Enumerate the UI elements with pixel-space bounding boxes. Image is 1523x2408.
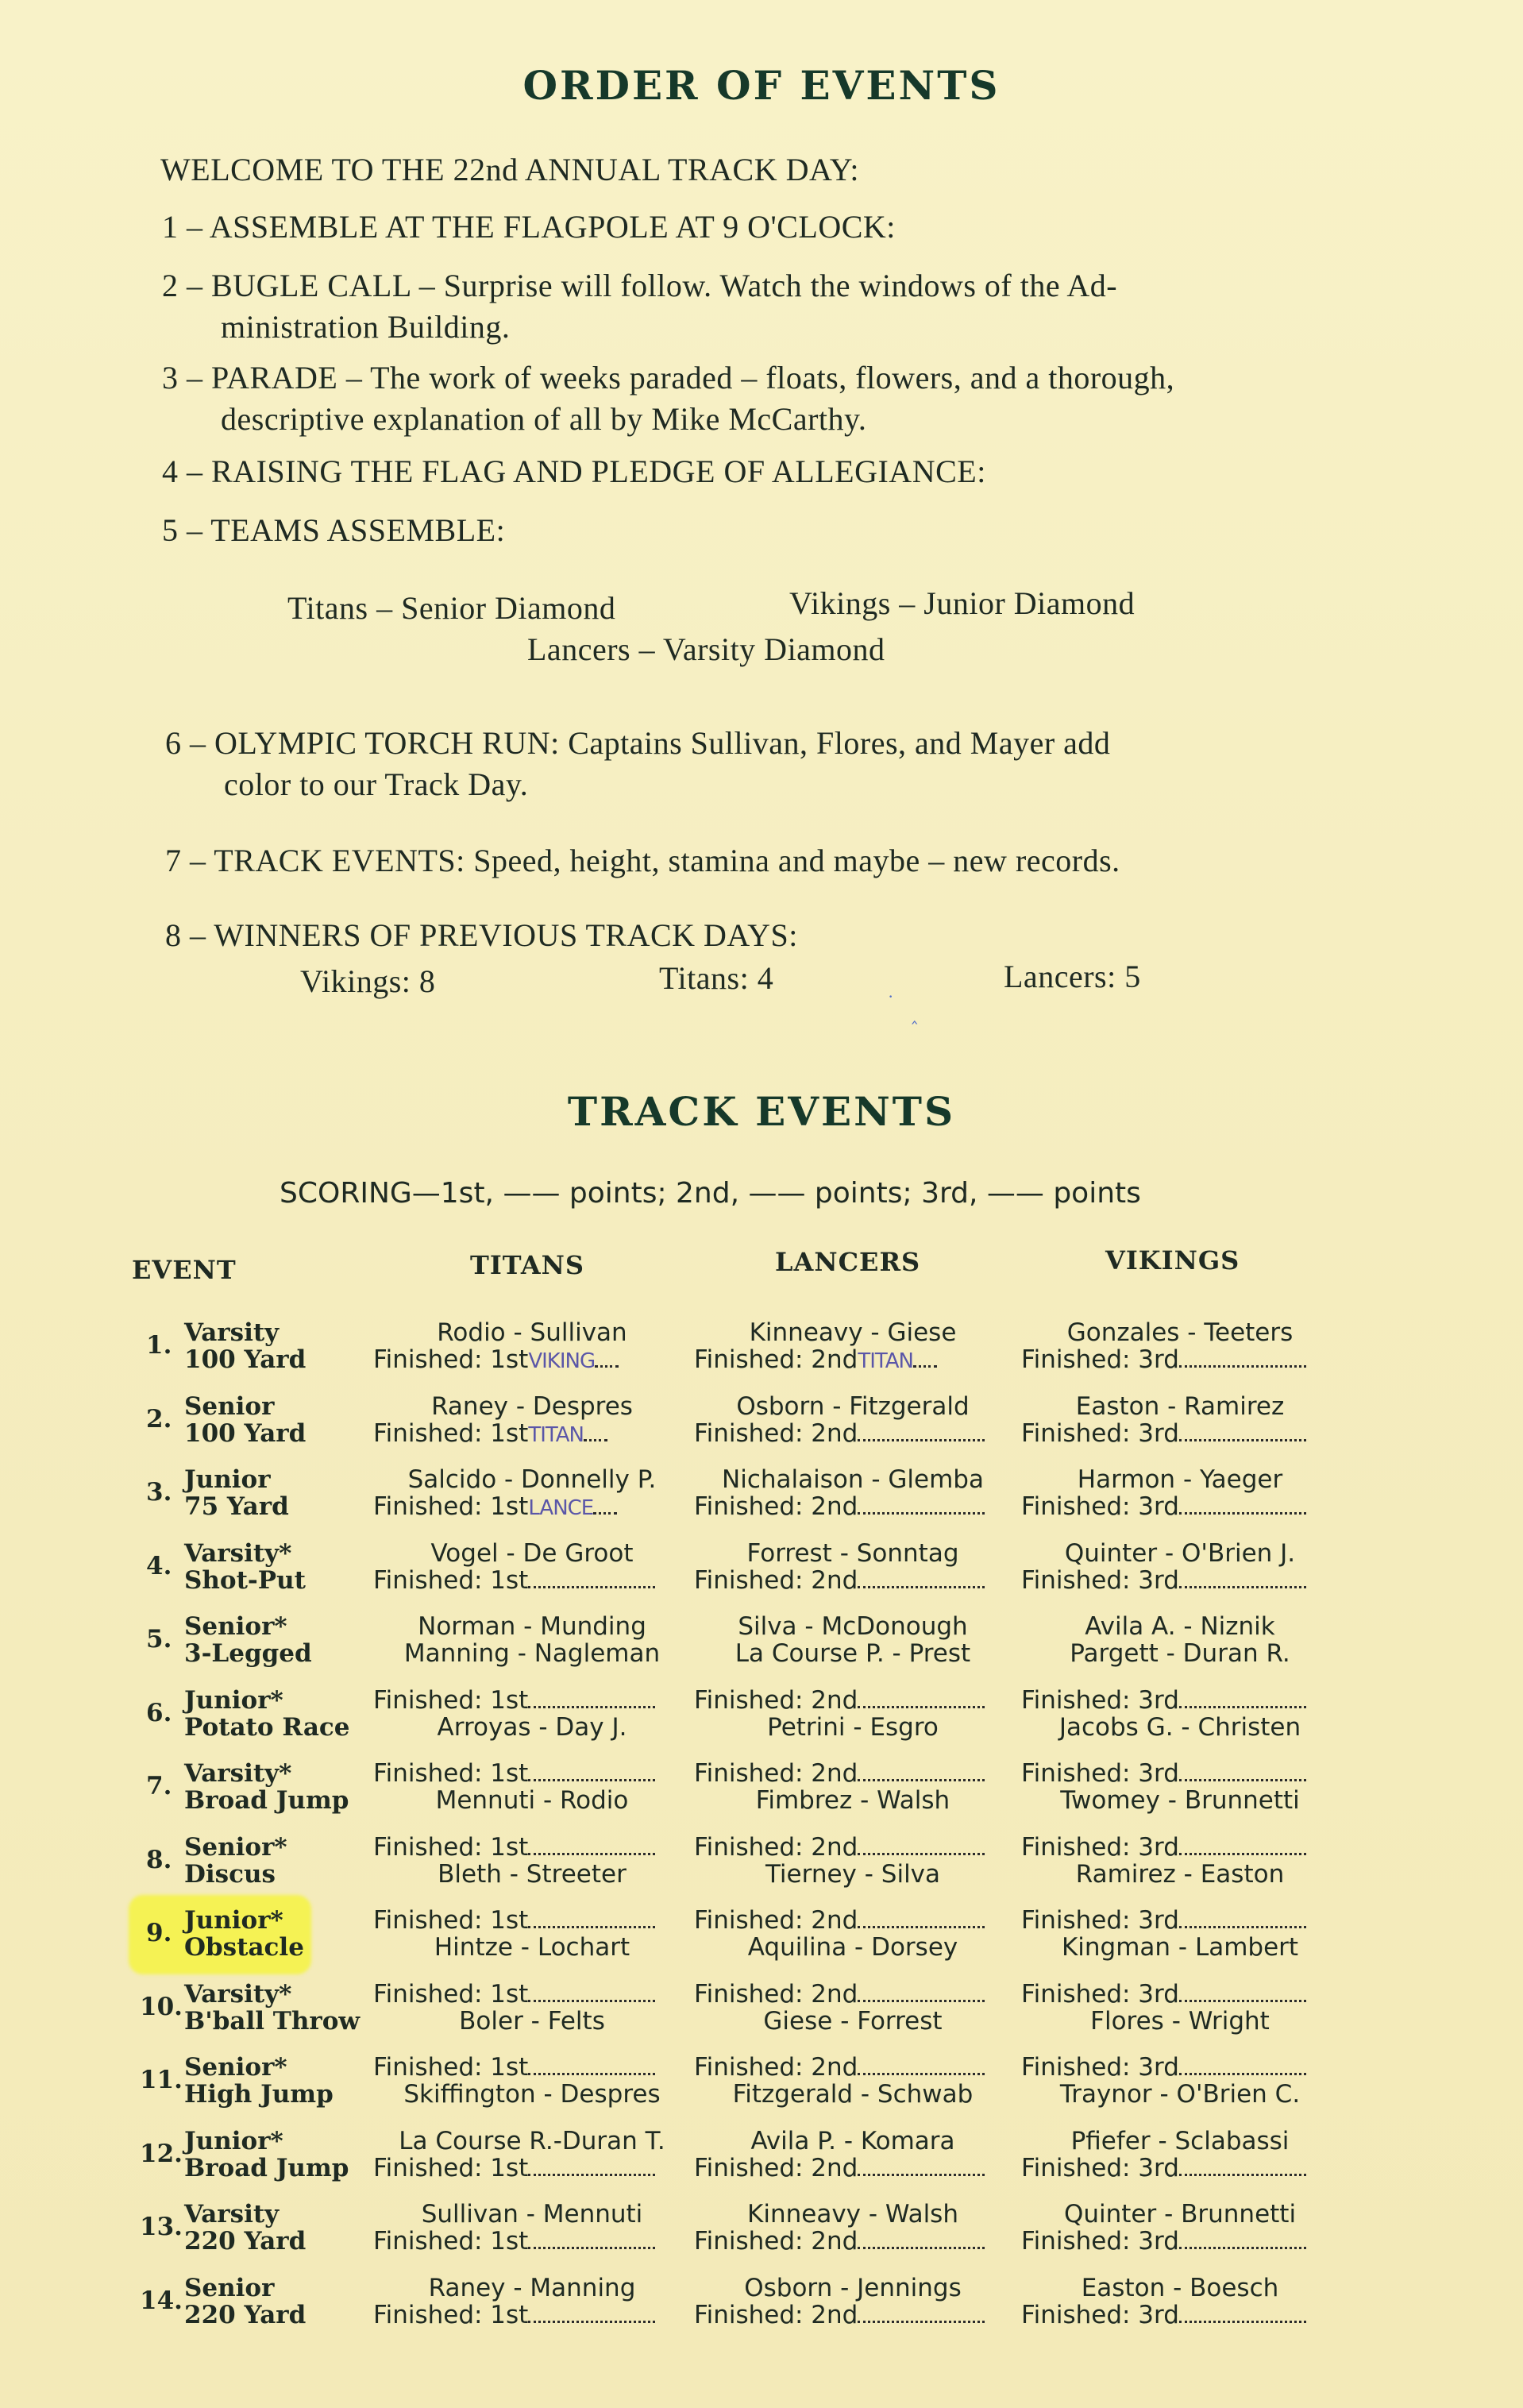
team-pair: Manning - Nagleman <box>403 1639 661 1668</box>
event-name: Senior <box>184 1391 275 1421</box>
finish-result: Finished: 2nd <box>694 1686 985 1715</box>
order-of-events-title: ORDER OF EVENTS <box>522 62 1001 109</box>
dotted-leader <box>1179 1348 1306 1368</box>
event-distance: Broad Jump <box>184 2153 349 2182</box>
team-pair: Sullivan - Mennuti <box>421 2200 643 2229</box>
event-number: 10. <box>140 1992 183 2021</box>
finish-result: Finished: 1st <box>373 2227 655 2256</box>
event-distance: Shot-Put <box>184 1565 306 1595</box>
dotted-leader <box>528 2229 655 2249</box>
team-pair: Twomey - Brunnetti <box>1060 1786 1300 1815</box>
dotted-leader <box>858 1908 985 1928</box>
team-pair: Kinneavy - Giese <box>749 1318 957 1347</box>
team-pair: Petrini - Esgro <box>767 1712 939 1742</box>
finish-result: Finished: 1st <box>373 1906 655 1935</box>
ink-speck: ‸ <box>912 1004 918 1024</box>
team-pair: Raney - Despres <box>431 1391 633 1421</box>
dotted-leader <box>528 1982 655 2002</box>
order-item-line: 1 – ASSEMBLE AT THE FLAGPOLE AT 9 O'CLOCK: <box>162 209 896 245</box>
header-event: EVENT <box>132 1255 237 1285</box>
team-pair: Forrest - Sonntag <box>746 1538 959 1568</box>
event-number: 6. <box>146 1698 172 1727</box>
event-distance: 220 Yard <box>184 2227 307 2256</box>
event-distance: Obstacle <box>184 1933 304 1962</box>
finish-result: Finished: 1stLANCE <box>373 1492 617 1522</box>
welcome-line: WELCOME TO THE 22nd ANNUAL TRACK DAY: <box>160 152 860 187</box>
finish-result: Finished: 2nd <box>694 1906 985 1935</box>
finish-result: Finished: 3rd <box>1021 1906 1306 1935</box>
team-pair: Kinneavy - Walsh <box>747 2200 958 2229</box>
team-pair: Aquilina - Dorsey <box>747 1933 958 1962</box>
dotted-leader <box>1179 1688 1306 1708</box>
finish-result: Finished: 2nd <box>694 1419 985 1448</box>
dotted-leader <box>1179 1982 1306 2002</box>
dotted-leader <box>1179 1835 1306 1855</box>
dotted-leader <box>528 1688 655 1708</box>
team-pair: Vogel - De Groot <box>430 1538 634 1568</box>
dotted-leader <box>584 1422 607 1441</box>
event-name: Junior* <box>184 1906 283 1935</box>
finish-result: Finished: 3rd <box>1021 2053 1306 2082</box>
winners-titans: Titans: 4 <box>659 960 774 996</box>
finish-result: Finished: 1st <box>373 1566 655 1595</box>
team-pair: Norman - Munding <box>418 1612 646 1641</box>
dotted-leader <box>858 2303 985 2323</box>
team-titans: Titans – Senior Diamond <box>287 590 616 626</box>
table-row <box>0 2200 1523 2271</box>
finish-result: Finished: 3rd <box>1021 1759 1306 1788</box>
team-pair: Flores - Wright <box>1090 2006 1270 2036</box>
team-pair: Tierney - Silva <box>765 1859 941 1889</box>
dotted-leader <box>913 1348 937 1368</box>
table-row <box>0 2053 1523 2124</box>
handwritten-note: TITAN <box>858 1349 913 1373</box>
team-pair: Easton - Boesch <box>1081 2273 1279 2302</box>
header-titans: TITANS <box>470 1250 585 1280</box>
event-distance: 220 Yard <box>184 2300 307 2329</box>
handwritten-note: LANCE <box>528 1496 594 1520</box>
finish-result: Finished: 1st <box>373 2154 655 2182</box>
header-lancers: LANCERS <box>775 1247 921 1277</box>
finish-result: Finished: 1st <box>373 1980 655 2009</box>
event-distance: Discus <box>184 1859 276 1889</box>
finish-result: Finished: 1st <box>373 1833 655 1862</box>
event-name: Senior <box>184 2273 275 2302</box>
event-number: 1. <box>146 1331 172 1360</box>
finish-result: Finished: 2ndTITAN <box>694 1345 937 1376</box>
dotted-leader <box>858 2156 985 2176</box>
team-pair: La Course R.-Duran T. <box>399 2126 665 2155</box>
table-row <box>0 2274 1523 2345</box>
team-pair: Pfiefer - Sclabassi <box>1070 2126 1290 2155</box>
order-item-line: 2 – BUGLE CALL – Surprise will follow. Watch the windows of the Ad- <box>162 268 1118 303</box>
dotted-leader <box>1179 1908 1306 1928</box>
track-events-title: TRACK EVENTS <box>567 1088 956 1135</box>
dotted-leader <box>528 1908 655 1928</box>
order-item-line: 4 – RAISING THE FLAG AND PLEDGE OF ALLEGIANCE: <box>162 453 986 489</box>
event-number: 12. <box>140 2139 183 2168</box>
dotted-leader <box>858 2055 985 2075</box>
winners-vikings: Vikings: 8 <box>300 963 436 999</box>
event-name: Junior* <box>184 2126 283 2155</box>
dotted-leader <box>858 1835 985 1855</box>
team-pair: Gonzales - Teeters <box>1066 1318 1294 1347</box>
event-number: 9. <box>146 1919 172 1947</box>
event-name: Junior <box>184 1465 271 1494</box>
order-item-line: 7 – TRACK EVENTS: Speed, height, stamina and maybe – new records. <box>165 843 1120 878</box>
order-item-line: 3 – PARADE – The work of weeks paraded – floats, flowers, and a thorough, <box>162 360 1175 396</box>
team-pair: Giese - Forrest <box>763 2006 943 2036</box>
finish-result: Finished: 3rd <box>1021 1419 1306 1448</box>
team-pair: Kingman - Lambert <box>1061 1933 1299 1962</box>
table-row <box>0 1686 1523 1758</box>
ink-speck: · <box>888 986 894 1006</box>
order-item-line: 5 – TEAMS ASSEMBLE: <box>162 512 506 548</box>
team-pair: Hintze - Lochart <box>434 1933 630 1962</box>
team-pair: Bleth - Streeter <box>438 1859 627 1889</box>
finish-result: Finished: 3rd <box>1021 2154 1306 2182</box>
team-pair: Arroyas - Day J. <box>437 1712 627 1742</box>
order-item-line: 6 – OLYMPIC TORCH RUN: Captains Sullivan, Flores, and Mayer add <box>165 725 1111 761</box>
dotted-leader <box>1179 1569 1306 1588</box>
event-distance: 100 Yard <box>184 1418 307 1448</box>
team-pair: Mennuti - Rodio <box>435 1786 629 1815</box>
event-name: Varsity* <box>184 1538 292 1568</box>
event-number: 2. <box>146 1404 172 1434</box>
team-pair: Quinter - O'Brien J. <box>1064 1538 1296 1568</box>
event-distance: 100 Yard <box>184 1345 307 1374</box>
team-pair: Harmon - Yaeger <box>1077 1465 1283 1494</box>
dotted-leader <box>595 1348 619 1368</box>
dotted-leader <box>528 1835 655 1855</box>
finish-result: Finished: 2nd <box>694 1759 985 1788</box>
finish-result: Finished: 2nd <box>694 1566 985 1595</box>
finish-result: Finished: 1st <box>373 2301 655 2329</box>
table-row <box>0 1833 1523 1904</box>
order-item-line: 8 – WINNERS OF PREVIOUS TRACK DAYS: <box>165 917 798 953</box>
team-pair: Avila P. - Komara <box>750 2126 955 2155</box>
event-number: 13. <box>140 2213 183 2241</box>
dotted-leader <box>1179 1495 1306 1515</box>
event-number: 11. <box>140 2066 183 2094</box>
dotted-leader <box>1179 2055 1306 2075</box>
finish-result: Finished: 2nd <box>694 2053 985 2082</box>
dotted-leader <box>858 2229 985 2249</box>
dotted-leader <box>1179 1422 1306 1441</box>
dotted-leader <box>858 1495 985 1515</box>
team-vikings: Vikings – Junior Diamond <box>789 585 1136 621</box>
event-number: 8. <box>146 1845 172 1874</box>
handwritten-note: TITAN <box>528 1422 584 1447</box>
table-row <box>0 1980 1523 2051</box>
header-vikings: VIKINGS <box>1105 1245 1240 1275</box>
finish-result: Finished: 2nd <box>694 1833 985 1862</box>
event-name: Senior* <box>184 1832 287 1862</box>
team-pair: Quinter - Brunnetti <box>1063 2200 1297 2229</box>
finish-result: Finished: 2nd <box>694 2154 985 2182</box>
event-distance: 3-Legged <box>184 1639 312 1668</box>
dotted-leader <box>528 1569 655 1588</box>
team-pair: La Course P. - Prest <box>735 1639 971 1668</box>
dotted-leader <box>858 1762 985 1781</box>
event-name: Varsity <box>184 2200 280 2229</box>
table-row <box>0 1906 1523 1978</box>
handwritten-note: VIKING <box>528 1349 596 1373</box>
finish-result: Finished: 3rd <box>1021 2227 1306 2256</box>
team-pair: Nichalaison - Glemba <box>722 1465 984 1494</box>
team-pair: Fitzgerald - Schwab <box>732 2080 974 2109</box>
event-name: Junior* <box>184 1685 283 1715</box>
dotted-leader <box>1179 2229 1306 2249</box>
dotted-leader <box>858 1688 985 1708</box>
team-pair: Easton - Ramirez <box>1075 1391 1285 1421</box>
event-distance: Broad Jump <box>184 1786 349 1815</box>
table-row <box>0 2127 1523 2198</box>
winners-lancers: Lancers: 5 <box>1004 959 1141 994</box>
finish-result: Finished: 1stTITAN <box>373 1419 607 1449</box>
table-row <box>0 1612 1523 1684</box>
team-pair: Raney - Manning <box>428 2273 636 2302</box>
team-pair: Rodio - Sullivan <box>437 1318 627 1347</box>
dotted-leader <box>1179 2303 1306 2323</box>
finish-result: Finished: 2nd <box>694 1492 985 1521</box>
finish-result: Finished: 3rd <box>1021 1980 1306 2009</box>
dotted-leader <box>858 1569 985 1588</box>
event-distance: Potato Race <box>184 1712 350 1742</box>
finish-result: Finished: 3rd <box>1021 2301 1306 2329</box>
event-distance: B'ball Throw <box>184 2006 361 2036</box>
table-row <box>0 1759 1523 1831</box>
team-pair: Pargett - Duran R. <box>1070 1639 1290 1668</box>
team-lancers: Lancers – Varsity Diamond <box>527 631 885 667</box>
event-name: Varsity* <box>184 1759 292 1788</box>
dotted-leader <box>528 2156 655 2176</box>
order-item-line: color to our Track Day. <box>224 766 529 802</box>
event-name: Varsity* <box>184 1979 292 2009</box>
finish-result: Finished: 1st <box>373 2053 655 2082</box>
event-distance: 75 Yard <box>184 1492 289 1521</box>
event-number: 7. <box>146 1772 172 1800</box>
finish-result: Finished: 2nd <box>694 2227 985 2256</box>
team-pair: Avila A. - Niznik <box>1085 1612 1275 1641</box>
table-row <box>0 1392 1523 1464</box>
dotted-leader <box>528 2303 655 2323</box>
dotted-leader <box>1179 1762 1306 1781</box>
event-distance: High Jump <box>184 2080 334 2109</box>
team-pair: Osborn - Jennings <box>744 2273 962 2302</box>
finish-result: Finished: 3rd <box>1021 1345 1306 1374</box>
team-pair: Silva - McDonough <box>738 1612 968 1641</box>
dotted-leader <box>528 2055 655 2075</box>
finish-result: Finished: 1st <box>373 1686 655 1715</box>
table-row <box>0 1539 1523 1611</box>
table-row <box>0 1465 1523 1537</box>
event-name: Senior* <box>184 2053 287 2082</box>
team-pair: Osborn - Fitzgerald <box>736 1391 970 1421</box>
team-pair: Salcido - Donnelly P. <box>407 1465 657 1494</box>
event-name: Varsity <box>184 1318 280 1347</box>
team-pair: Skiffington - Despres <box>403 2080 661 2109</box>
dotted-leader <box>528 1762 655 1781</box>
finish-result: Finished: 3rd <box>1021 1566 1306 1595</box>
finish-result: Finished: 1st <box>373 1759 655 1788</box>
dotted-leader <box>1179 2156 1306 2176</box>
dotted-leader <box>858 1422 985 1441</box>
team-pair: Boler - Felts <box>459 2006 605 2036</box>
finish-result: Finished: 2nd <box>694 2301 985 2329</box>
team-pair: Jacobs G. - Christen <box>1058 1712 1301 1742</box>
team-pair: Ramirez - Easton <box>1075 1859 1285 1889</box>
finish-result: Finished: 3rd <box>1021 1492 1306 1521</box>
dotted-leader <box>593 1495 617 1515</box>
event-number: 4. <box>146 1551 172 1580</box>
event-name: Senior* <box>184 1612 287 1641</box>
finish-result: Finished: 1stVIKING <box>373 1345 619 1376</box>
dotted-leader <box>858 1982 985 2002</box>
event-number: 3. <box>146 1478 172 1507</box>
finish-result: Finished: 3rd <box>1021 1833 1306 1862</box>
scoring-line: SCORING—1st, —— points; 2nd, —— points; 3rd, —— points <box>280 1177 1141 1210</box>
order-item-line: descriptive explanation of all by Mike McCarthy. <box>221 401 867 437</box>
team-pair: Traynor - O'Brien C. <box>1059 2080 1301 2109</box>
event-number: 5. <box>146 1625 172 1654</box>
event-number: 14. <box>140 2286 183 2315</box>
table-row <box>0 1318 1523 1390</box>
team-pair: Fimbrez - Walsh <box>755 1786 950 1815</box>
order-item-line: ministration Building. <box>221 309 511 345</box>
finish-result: Finished: 2nd <box>694 1980 985 2009</box>
finish-result: Finished: 3rd <box>1021 1686 1306 1715</box>
